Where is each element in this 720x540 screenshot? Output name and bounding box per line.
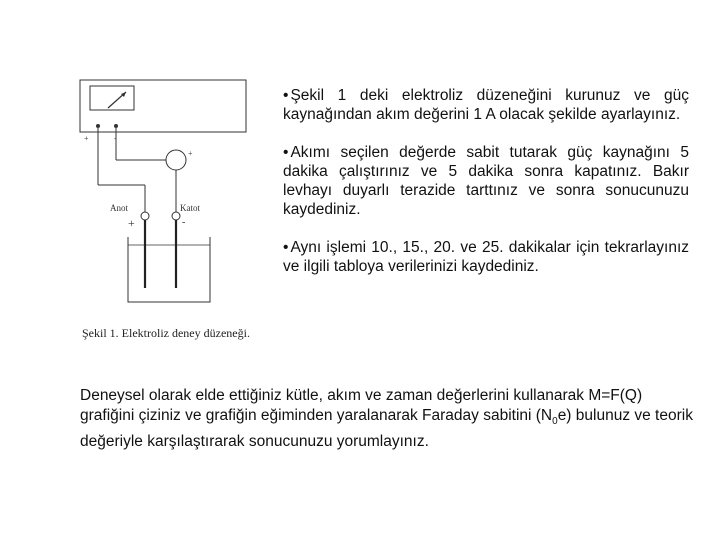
power-supply-display xyxy=(90,86,134,110)
cathode-minus-sign: - xyxy=(182,217,186,228)
beaker xyxy=(128,237,210,302)
anode-terminal xyxy=(141,212,149,220)
task-text-part2: e) bulunuz ve teorik değeriyle karşılaştırarak sonucunuzu yorumlayınız. xyxy=(80,407,693,451)
bullet-marker: • xyxy=(283,144,289,161)
ammeter-icon xyxy=(166,150,186,170)
electrolysis-setup-diagram xyxy=(70,70,270,320)
source-plus-sign: + xyxy=(84,134,89,143)
bullet-marker: • xyxy=(283,239,289,256)
task-subscript: 0 xyxy=(552,416,558,428)
instruction-item xyxy=(283,238,689,276)
task-paragraph xyxy=(80,386,700,452)
source-minus-sign: - xyxy=(114,134,117,143)
instruction-text: Şekil 1 deki elektroliz düzeneğini kurunuz ve güç kaynağından akım değerini 1 A olacak şekilde ayarlayınız. xyxy=(283,87,689,123)
anode-plus-sign: + xyxy=(128,216,135,230)
instruction-item xyxy=(283,86,689,124)
instruction-text: Akımı seçilen değerde sabit tutarak güç kaynağını 5 dakika çalıştırınız ve 5 dakika sonra kapatınız. Bakır levhayı duyarlı terazide tarttınız ve sonra sonucunuzu kaydediniz. xyxy=(283,144,689,218)
anode-label: Anot xyxy=(110,203,128,213)
bullet-marker: • xyxy=(283,87,289,104)
power-supply-box xyxy=(80,80,246,132)
cathode-terminal xyxy=(172,212,180,220)
ammeter-plus-sign: + xyxy=(188,149,193,158)
instruction-text: Aynı işlemi 10., 15., 20. ve 25. dakikalar için tekrarlayınız ve ilgili tabloya verilerinizi kaydediniz. xyxy=(283,239,689,275)
instruction-item xyxy=(283,143,689,219)
power-supply-terminal-plus xyxy=(96,124,100,128)
power-supply-terminal-minus xyxy=(114,124,118,128)
instruction-list xyxy=(283,86,689,295)
cathode-label: Katot xyxy=(180,203,200,213)
task-text-part1: Deneysel olarak elde ettiğiniz kütle, akım ve zaman değerlerini kullanarak M=F(Q) grafiğini çiziniz ve grafiğin eğiminden yaralanarak Faraday sabitini (N xyxy=(80,387,643,424)
figure-caption: Şekil 1. Elektroliz deney düzeneği. xyxy=(82,326,250,340)
